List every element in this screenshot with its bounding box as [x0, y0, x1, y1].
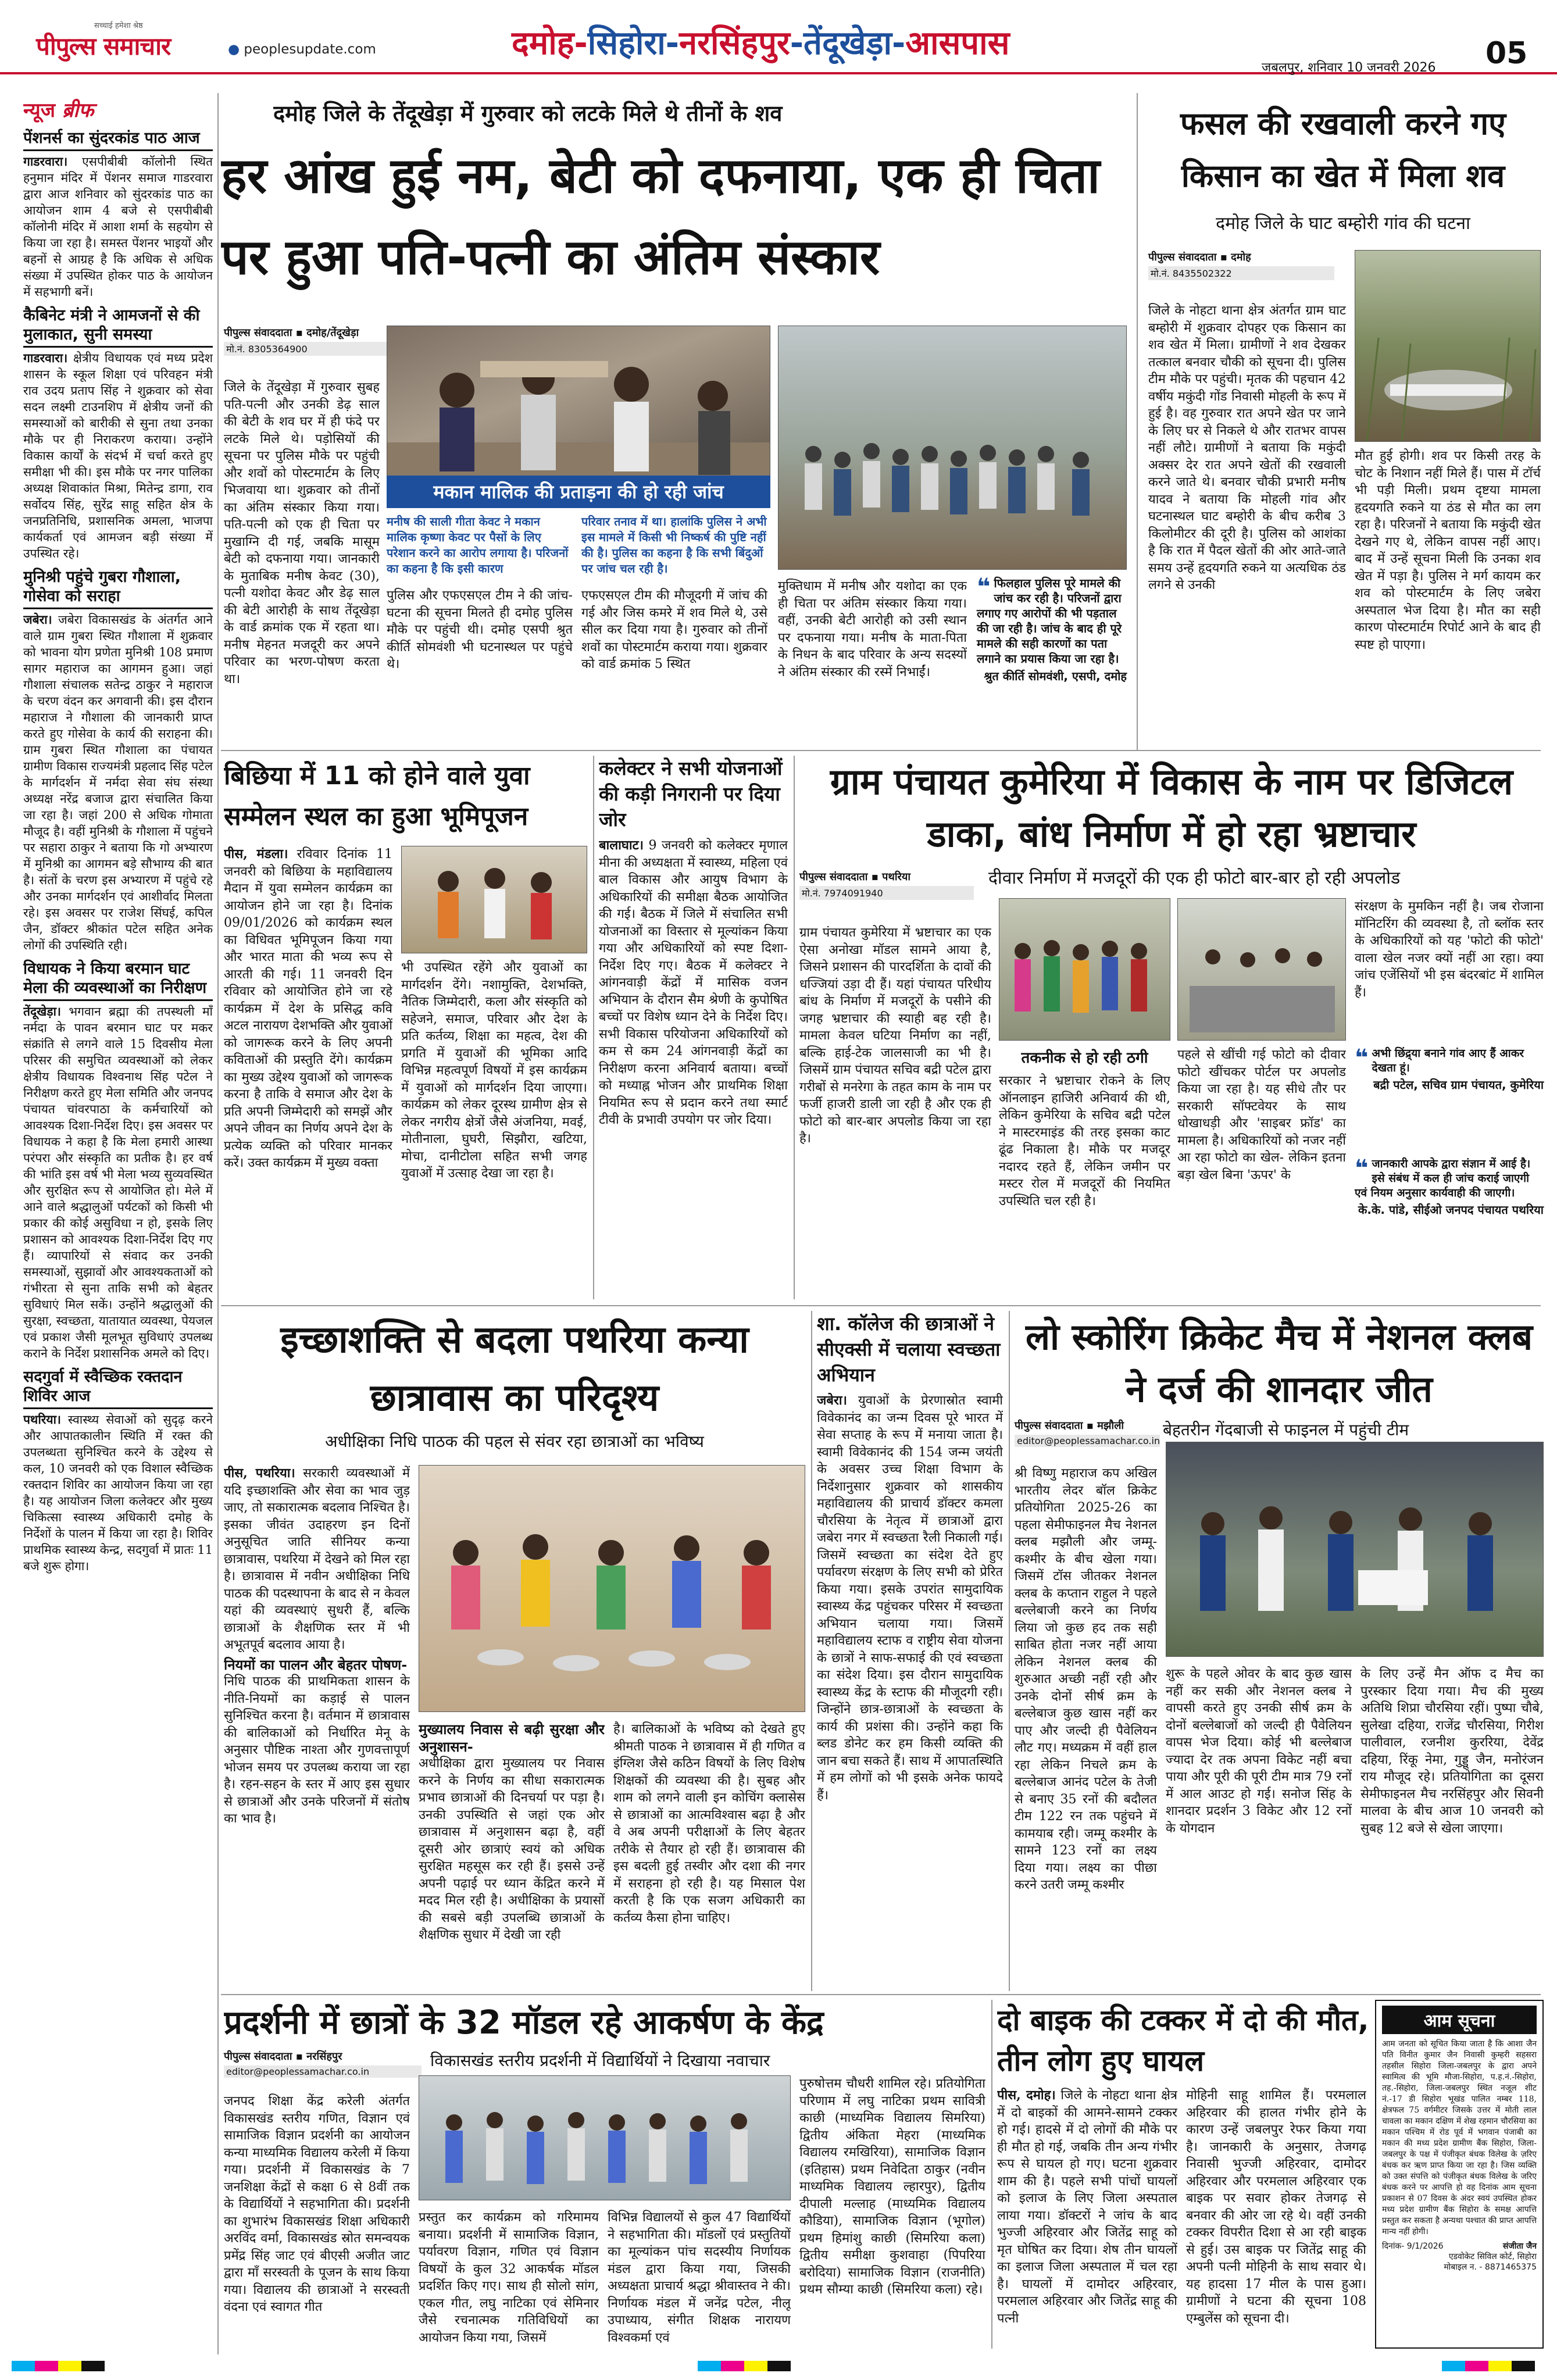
logo[interactable]: [36, 23, 234, 64]
collector-body: [599, 837, 788, 1299]
cricket-col1: श्री विष्णु महाराज कप अखिल भारतीय लेदर बॉल क्रिकेट प्रतियोगिता 2025-26 का पहला सेमीफाइनल मैच नेशनल क्लब मझौली और जम्मू-कश्मीर के बीच खेला गया। जिसमें टॉस जीतकर नेशनल क्लब के कप्तान राहुल ने पहले बल्लेबाजी करने का निर्णय लिया जो कुछ हद तक सही साबित होता नजर नहीं आया लेकिन नेशनल क्लब की शुरुआत अच्छी नहीं रही और उनके दोनों सीर्ष क्रम के बल्लेबाज कुछ खास नहीं कर पाए और जल्दी ही पैवेलियन लौट गए। मध्यक्रम में वहीं हाल रहा लेकिन निचले क्रम के बल्लेबाज आनंद पटेल के तेजी से बनाए 35 रनों की बदौलत टीम 122 रन तक पहुंचने में कामयाब रही। जम्मू कश्मीर के सामने 123 रनों का लक्ष्य दिया गया। लक्ष्य का पीछा करने उतरी जम्मू कश्मीर: [1015, 1466, 1157, 1892]
accident-col2: मोहिनी साहू शामिल हैं। परमलाल अहिरवार की हालत गंभीर होने के कारण उन्हें जबलपुर रेफर किया गया है। जानकारी के अनुसार, तेजगढ़ निवासी भुज्जी अहिरवार, दामोदर अहिरवार और परमलाल अहिरवार एक बाइक पर सवार होकर तेजगढ़ से बनवार की ओर जा रहे थे। वहीं उनकी टक्कर विपरीत दिशा से आ रही बाइक से हुई। उस बाइक पर जितेंद्र साहू की अपनी पत्नी मोहिनी के साथ सवार थे। यह हादसा 17 मील के पास हुआ। ग्रामीणों ने घटना की सूचना 108 एम्बुलेंस को सूचना दी।: [1186, 2088, 1366, 2326]
globe-icon: ●: [228, 42, 240, 57]
byline-place: मझौली: [1097, 1420, 1124, 1432]
brief-headline: सदगुर्वा में स्वैच्छिक रक्तदान शिविर आज: [23, 1367, 213, 1409]
hostel-col3: है। बालिकाओं के भविष्य को देखते हुए श्रीमती पाठक ने छात्रावास में ही गणित व इंग्लिश जैसे कठिन विषयों के लिए विशेष शिक्षकों की व्यवस्था की है। सुबह और शाम को लगने वाली इन कोचिंग क्लासेस से छात्राओं का आत्मविश्वास बढ़ा है और वे अब अपनी परीक्षाओं के लिए बेहतर तरीके से तैयार हो रही हैं। छात्रावास की इस बदली हुई तस्वीर और दशा की नगर में सराहना हो रही है। यह मिसाल पेश करती है कि एक सजग अधिकारी का कर्तव्य कैसा होना चाहिए।: [613, 1722, 805, 1925]
brief-body: एसपीबीबी कॉलोनी स्थित हनुमान मंदिर में पेंशनर समाज गाडरवारा द्वारा आज शनिवार को सुंदरकांड पाठ का आयोजन शाम 4 बजे से एसपीबीबी कॉलोनी मंदिर में आशा शर्मा के सहयोग से किया जा रहा है। समस्त पेंशनर भाइयों और बहनों से आग्रह है कि अधिक से अधिक संख्या में उपस्थित होकर पाठ के आयोजन में सहभागी बनें।: [23, 155, 213, 299]
bichhiya-photo: [401, 846, 587, 953]
hostel-photo: [419, 1465, 805, 1712]
kumeriya-quote-2-by: के.के. पांडे, सीईओ जनपद पंचायत पथरिया: [1358, 1203, 1544, 1217]
construction-site-image: [1178, 899, 1346, 1041]
brief-item: [23, 306, 213, 562]
brief-lead: गाडरवारा।: [23, 154, 68, 169]
kumeriya-quote-1-by: बद्री पटेल, सचिव ग्राम पंचायत, कुमेरिया: [1373, 1078, 1544, 1092]
brief-text: [23, 1411, 213, 1574]
cricket-col3: के लिए उन्हें मैन ऑफ द मैच का पुरस्कार दिया गया। मैच की मुख्य अतिथि शिप्रा चौरसिया रहीं। पुष्पा चौबे, सुलेखा दहिया, राजेंद्र चौरसिया, गिरीश पालीवाल, रजनीश कुररिया, देवेंद्र दहिया, रिंकू नेमा, गुड्डू जैन, मनोरंजन राय मौजूद रहे। प्रतियोगिता का दूसरा सेमीफाइनल मैच नरसिंहपुर और सिवनी मालवा के बीच आज 10 जनवरी को सुबह 12 बजे से खेला जाएगा।: [1360, 1667, 1544, 1836]
kumeriya-photo-1: [999, 898, 1170, 1041]
girls-eating-image: [419, 1466, 805, 1712]
hostel-col2-subhead: मुख्यालय निवास से बढ़ी सुरक्षा और अनुशासन-: [419, 1721, 605, 1755]
kumeriya-col3: पहले से खींची गई फोटो को दीवार फोटो खींचकर पोर्टल पर अपलोड किया जा रहा है। यह सीधे तौर पर सरकारी सॉफ्टवेयर के साथ धोखाधड़ी और 'साइबर फ्रॉड' का मामला है। अधिकारियों को नजर नहीं आ रहा फोटो का खेल- लेकिन इतना बड़ा खेल बिना 'ऊपर' के: [1177, 1048, 1346, 1182]
kumeriya-photo-caption: तकनीक से हो रही ठगी: [1021, 1049, 1148, 1067]
farmer-photo: [1355, 250, 1541, 442]
hostel-col1b-text: निधि पाठक की प्राथमिकता शासन के नीति-नियमों का कड़ाई से पालन सुनिश्चित करना है। वर्तमान में छात्रावास की बालिकाओं को निर्धारित मेनू के अनुसार पौष्टिक नाश्ता और गुणवत्तापूर्ण भोजन समय पर उपलब्ध कराया जा रहा है। रहन-सहन के स्तर में आए इस सुधार से छात्राओं और उनके परिजनों में संतोष का भाव है।: [224, 1674, 410, 1826]
exhibition-col1: जनपद शिक्षा केंद्र करेली अंतर्गत विकासखंड स्तरीय गणित, विज्ञान एवं सामाजिक विज्ञान प्रदर्शनी का आयोजन कन्या माध्यमिक विद्यालय करेली में किया गया। प्रदर्शनी में विकासखंड के 7 जनशिक्षा केंद्रों से कक्षा 6 से 8वीं तक के विद्यार्थियों ने सहभागिता की। प्रदर्शनी का शुभारंभ विकासखंड शिक्षा अधिकारी अरविंद वर्मा, विकासखंड स्रोत समन्वयक प्रमेंद्र सिंह जाट एवं बीएसी अजीत जाट द्वारा माँ सरस्वती के पूजन के साथ किया गया। विद्यालय की छात्राओं ने सरस्वती वंदना एवं स्वागत गीत: [224, 2094, 410, 2314]
public-notice-title: आम सूचना: [1382, 2006, 1537, 2034]
section-title-part: -: [790, 24, 804, 62]
hostel-col1-text: सरकारी व्यवस्थाओं में यदि इच्छाशक्ति और सेवा का भाव जुड़ जाए, तो सकारात्मक बदलाव निश्चित है। इसका जीवंत उदाहरण इन दिनों अनुसूचित जाति सीनियर कन्या छात्रावास, पथरिया में देखने को मिल रहा है। छात्रावास में नवीन अधीक्षिका निधि पाठक की पदस्थापना के बाद से न केवल यहां की व्यवस्थाएं सुधरी हैं, बल्कि छात्राओं के शैक्षणिक स्तर में भी अभूतपूर्व बदलाव आया है।: [224, 1466, 410, 1652]
farmer-col2: मौत हुई होगी। शव पर किसी तरह के चोट के निशान नहीं मिले हैं। पास में टॉर्च भी पड़ी मिली। प्रथम दृष्टया मामला हृदयगति रुकने या ठंड से मौत का लग रहा है। परिजनों ने बताया कि मकुंदी खेत देखने गए थे, लेकिन वापस नहीं आए। बाद में उन्हें सूचना मिली कि उनका शव खेत में पड़ा है। पुलिस ने मर्ग कायम कर शव को पोस्टमार्टम के लिए जबेरा अस्पताल भेज दिया है। मौत का सही कारण पोस्टमार्टम रिपोर्ट आने के बाद ही स्पष्ट हो पाएगा।: [1355, 449, 1541, 652]
village-group-image: [999, 899, 1170, 1041]
cleanliness-headline: शा. कॉलेज की छात्राओं ने सीएक्सी में चलाया स्वच्छता अभियान: [817, 1313, 1001, 1386]
section-title-part: -: [891, 24, 906, 62]
color-registration-marks: [0, 2357, 1557, 2375]
kumeriya-photo-2: [1177, 898, 1346, 1041]
brief-body: स्वास्थ्य सेवाओं को सुदृढ़ करने और आपातकालीन स्थिति में रक्त की उपलब्धता सुनिश्चित करने के उद्देश्य से कल, 10 जनवरी को एक विशाल स्वैच्छिक रक्तदान शिविर का आयोजन किया जा रहा है। यह आयोजन जिला कलेक्टर और मुख्य चिकित्सा स्वास्थ्य अधिकारी दमोह के निर्देशों के पालन में किया जा रहा है। शिविर प्राथमिक स्वास्थ्य केन्द्र, सदगुर्वा में प्रातः 11 बजे शुरू होगा।: [23, 1413, 213, 1573]
brief-body: भगवान ब्रह्मा की तपस्थली माँ नर्मदा के पावन बरमान घाट पर मकर संक्रांति से लगने वाले 15 दिवसीय मेला परिसर की समुचित व्यवस्थाओं को लेकर क्षेत्रीय विधायक विश्वनाथ सिंह पटेल ने निरीक्षण करते हुए मेला समिति और जनपद पंचायत चांवरपाठा के कर्मचारियों को आवश्यक दिशा-निर्देश दिए। इस अवसर पर विधायक ने कहा है कि मेला हमारी आस्था परंपरा और संस्कृति का प्रतीक है। हर वर्ष की भांति इस वर्ष भी मेला भव्य सुव्यवस्थित और सुरक्षित रूप से आयोजित हो। मेले में आने वाले श्रद्धालुओं पर्यटकों को किसी भी प्रकार की कोई असुविधा न हो, इसके लिए प्रशासन को आवश्यक दिशा-निर्देश दिए गए हैं। व्यापारियों से संवाद कर उनकी समस्याओं, सुझावों और आवश्यकताओं को गंभीरता से सुना ताकि सभी को बेहतर सुविधाएं मिल सकें। उन्होंने श्रद्धालुओं की सुरक्षा, स्वच्छता, यातायात व्यवस्था, पेयजल एवं प्रकाश जैसी मूलभूत सुविधाएं उपलब्ध कराने के निर्देश प्रशासनिक अमले को दिए।: [23, 1005, 213, 1360]
exhibition-sub: विकासखंड स्तरीय प्रदर्शनी में विद्यार्थियों ने दिखाया नवाचार: [430, 2051, 770, 2070]
lead-col2: पुलिस और एफएसएल टीम ने की जांच- घटना की सूचना मिलते ही दमोह पुलिस मौके पर पहुंची थी। दमोह एसपी श्रुत कीर्ति सोमवंशी भी घटनास्थल पर पहुंचे थे।: [387, 588, 573, 671]
website-text: peoplesupdate.com: [244, 42, 376, 57]
section-title-part: आसपास: [905, 24, 1010, 62]
kumeriya-col2: सरकार ने भ्रष्टाचार रोकने के लिए ऑनलाइन हाजिरी अनिवार्य की थी, लेकिन कुमेरिया के सचिव बद्री पटेल ने मास्टरमाइंड की तरह इसका काट ढूंढ निकाला है। मौके पर मजदूर नदारद रहते हैं, लेकिन जमीन पर मस्टर रोल में मजदूरों की नियमित उपस्थिति चल रही है।: [999, 1074, 1170, 1209]
brief-headline: विधायक ने किया बरमान घाट मेला की व्यवस्थाओं का निरीक्षण: [23, 959, 213, 1001]
byline-name: पीपुल्स संवाददाता: [799, 871, 868, 883]
quote-icon: ❝: [977, 574, 991, 601]
byline-name: पीपुल्स संवाददाता: [224, 327, 292, 339]
lead-kicker: दमोह जिले के तेंदूखेड़ा में गुरुवार को लटके मिले थे तीनों के शव: [273, 101, 783, 126]
farmer-sub: दमोह जिले के घाट बम्होरी गांव की घटना: [1216, 213, 1470, 234]
kumeriya-byline: पीपुल्स संवाददाता ▪ पथरिया मो.नं. 7974091940: [799, 870, 974, 900]
news-brief-label-news: न्यूज: [23, 99, 55, 122]
section-title-part: सिहोरा: [587, 24, 666, 62]
row-divider: [221, 1994, 1541, 1995]
lead-quote-text: फिलहाल पुलिस पूरे मामले की जांच कर रही है। परिजनों द्वारा लगाए गए आरोपों की भी पड़ताल की जा रही है। जांच के बाद ही पूरे मामले की सही कारणों का पता लगाने का प्रयास किया जा रहा है।: [977, 576, 1122, 666]
public-notice-box: [1375, 2000, 1544, 2349]
lead-photo-2: [778, 326, 1127, 570]
cricket-col2: शुरू के पहले ओवर के बाद कुछ खास नहीं कर सकी और नेशनल क्लब ने वापसी करते हुए उनकी सीर्ष क्रम के दोनों बल्लेबाजों को जल्दी ही पैवेलियन वापस भेज दिया। कोई भी बल्लेबाज ज्यादा देर तक अपना विकेट नहीं बचा पाया और पूरी की पूरी टीम मात्र 79 रनों में आल आउट हो गई। सनोज सिंह के शानदार प्रदर्शन 3 विकेट और 12 रनों के योगदान: [1166, 1667, 1352, 1836]
hostel-col2: [419, 1721, 605, 1988]
column-divider: [991, 2000, 992, 2349]
lead-col4: मुक्तिधाम में मनीष और यशोदा का एक ही चिता पर अंतिम संस्कार किया गया। वहीं, उनकी बेटी आरोही को उसी स्थान पर दफनाया गया। मनीष के माता-पिता के निधन के बाद परिवार के अन्य सदस्यों ने अंतिम संस्कार की रस्में निभाईं।: [778, 579, 967, 680]
cricket-photo: [1166, 1442, 1544, 1657]
dateline: जबलपुर, शनिवार 10 जनवरी 2026: [1262, 60, 1436, 75]
byline-place: दमोह: [1231, 251, 1251, 263]
cricket-headline: लो स्कोरिंग क्रिकेट मैच में नेशनल क्लब ने दर्ज की शानदार जीत: [1025, 1316, 1533, 1410]
row-divider: [221, 750, 1541, 751]
lead-quote: [977, 576, 1127, 684]
byline-place: दमोह/तेंदूखेड़ा: [306, 327, 359, 339]
public-notice-signer: संजीता जैन: [1502, 2242, 1537, 2251]
brief-lead: गाडरवारा।: [23, 351, 68, 365]
accident-col1-text: जिले के नोहटा थाना क्षेत्र में दो बाइकों की आमने-सामने टक्कर हो गई। हादसे में दो लोगों की मौके पर ही मौत हो गई, जबकि तीन अन्य गंभीर रूप से घायल हो गए। घटना शुक्रवार शाम की है। पहले सभी पांचों घायलों को इलाज के लिए जिला अस्पताल लाया गया। डॉक्टरों ने जांच के बाद भुज्जी अहिरवार और जितेंद्र साहू को मृत घोषित कर दिया। शेष तीन घायलों का इलाज जिला अस्पताल में चल रहा है। घायलों में दामोदर अहिरवार, परमलाल अहिरवार और जितेंद्र साहू की पत्नी: [997, 2088, 1177, 2326]
cleanliness-lead: जबेरा।: [817, 1393, 847, 1408]
byline-mobile: मो.नं. 8305364900: [224, 342, 387, 356]
brief-text: [23, 1003, 213, 1361]
page-number: 05: [1485, 36, 1528, 71]
kumeriya-col4: संरक्षण के मुमकिन नहीं है। जब रोजाना मॉनिटरिंग की व्यवस्था है, तो ब्लॉक स्तर के अधिकारियों को यह 'फोटो की फोटो' वाला खेल नजर क्यों नहीं आ रहा। क्या जांच एजेंसियों भी इस बंदरबांट में शामिल हैं।: [1355, 899, 1544, 1000]
public-notice-signer-role: एडवोकेट सिविल कोर्ट, सिहोरा: [1448, 2252, 1537, 2261]
kumeriya-quote-2-text: जानकारी आपके द्वारा संज्ञान में आई है। इसे संबंध में कल ही जांच कराई जाएगी एवं नियम अनुसार कार्यवाही की जाएगी।: [1355, 1157, 1531, 1199]
byline-mobile: मो.नं. 7974091940: [799, 886, 974, 900]
exhibition-col4: पुरुषोत्तम चौधरी शामिल रहे। प्रतियोगिता परिणाम में लघु नाटिका प्रथम सावित्री काछी (माध्यमिक विद्यालय सिमरिया) द्वितीय अंकिता मेहरा (माध्यमिक विद्यालय रमखिरिया), सामाजिक विज्ञान (इतिहास) प्रथम निवेदिता ठाकुर (नवीन माध्यमिक विद्यालय ल्हारपुर), द्वितीय दीपाली मल्लाह (माध्यमिक विद्यालय कौडिया), सामाजिक विज्ञान (भूगोल) प्रथम हिमांशु काछी (सिमरिया कला) द्वितीय समीक्षा कुशवाहा (पिपरिया बरोदिया) सामाजिक विज्ञान (राजनीति) प्रथम सौम्या काछी (सिमरिया कला) रहे।: [799, 2077, 985, 2297]
cleanliness-body: [817, 1392, 1003, 1988]
trophy-ceremony-image: [1166, 1442, 1544, 1657]
bhoomi-pujan-image: [402, 846, 587, 953]
exhibition-headline: प्रदर्शनी में छात्रों के 32 मॉडल रहे आकर्षण के केंद्र: [224, 2004, 824, 2042]
farmer-headline: फसल की रखवाली करने गए किसान का खेत में मिला शव: [1180, 105, 1506, 194]
accident-headline: दो बाइक की टक्कर में दो की मौत, तीन लोग हुए घायल: [997, 2003, 1369, 2078]
collector-headline: कलेक्टर ने सभी योजनाओं की कड़ी निगरानी पर दिया जोर: [599, 757, 783, 831]
news-brief-column: [23, 96, 213, 2352]
brief-lead: तेंदूखेड़ा।: [23, 1004, 61, 1019]
column-divider: [217, 93, 219, 2354]
kumeriya-quote-1: [1355, 1046, 1544, 1092]
column-divider: [1137, 93, 1138, 750]
lead-col1: जिले के तेंदूखेड़ा में गुरुवार सुबह पति-पत्नी और उनकी डेढ़ साल की बेटी के शव घर में ही फंदे पर लटके मिले थे। पड़ोसियों की सूचना पर पुलिस मौके पर पहुंची और शवों को पोस्टमार्टम के लिए भिजवाया था। शुक्रवार को तीनों का अंतिम संस्कार किया गया। पति-पत्नी को एक ही चिता पर मुखाग्नि दी गई, जबकि मासूम बेटी को दफनाया गया। जानकारी के मुताबिक मनीष केवट (30), पत्नी यशोदा केवट और डेढ़ साल की बेटी आरोही के साथ तेंदूखेड़ा के वार्ड क्रमांक एक में रहता था। मनीष मेहनत मजदूरी कर अपने परिवार का भरण-पोषण करता था।: [224, 380, 380, 687]
quote-icon: ❝: [1355, 1045, 1369, 1071]
exhibition-col3: विभिन्न विद्यालयों से कुल 47 विद्यार्थियों ने सहभागिता की। मॉडलों एवं प्रस्तुतियों का मूल्यांकन पांच सदस्यीय निर्णायक मंडल द्वारा किया गया, जिसकी अध्यक्षता प्राचार्य श्रद्धा श्रीवास्तव ने की। निर्णायक मंडल में जनेंद्र पटेल, नीलू उपाध्याय, संगीत शिक्षक नारायण विश्वकर्मा एवं: [608, 2210, 791, 2345]
exhibition-col2: प्रस्तुत कर कार्यक्रम को गरिमामय बनाया। प्रदर्शनी में सामाजिक विज्ञान, पर्यावरण विज्ञान, गणित एवं विज्ञान विषयों के कुल 32 आकर्षक मॉडल प्रदर्शित किए गए। साथ ही सोलो सांग, एकल गीत, लघु नाटिका एवं सेमिनार जैसे रचनात्मक गतिविधियों का आयोजन किया गया, जिसमें: [419, 2210, 599, 2345]
column-divider: [593, 756, 594, 1299]
brief-headline: पेंशनर्स का सुंदरकांड पाठ आज: [23, 128, 213, 151]
hostel-headline: इच्छाशक्ति से बदला पथरिया कन्या छात्रावास का परिदृश्य: [280, 1318, 749, 1420]
news-brief-label-brief: ब्रीफ: [62, 99, 94, 122]
bichhiya-col1-text: रविवार दिनांक 11 जनवरी को बिछिया के महाविद्यालय मैदान में युवा सम्मेलन कार्यक्रम का आयोजन होने जा रहा है। दिनांक 09/01/2026 को कार्यक्रम स्थल का विधिवत भूमिपूजन किया गया और भारत माता की भव्य रूप से आरती की गई। 11 जनवरी दिन रविवार को आयोजित होने जा रहे कार्यक्रम में देश के प्रसिद्ध कवि अटल नारायण देशभक्ति और युवाओं को जागरूक करने के लिए अपनी कविताओं की प्रस्तुति देंगे। कार्यक्रम का मुख्य उद्देश्य युवाओं को जागरूक करना है ताकि वे समाज और देश के प्रति अपनी जिम्मेदारी को समझें और अपने जीवन का निर्णय अपने देश के प्रत्येक व्यक्ति को परिवार मानकर करें। उक्त कार्यक्रम में मुख्य वक्ता: [224, 847, 392, 1170]
masthead: [0, 0, 1557, 74]
field-image: [1355, 251, 1541, 442]
accident-col1: [997, 2087, 1177, 2349]
row-divider: [221, 1305, 1541, 1306]
accident-lead: पीस, दमोह।: [997, 2088, 1056, 2103]
kumeriya-sub: दीवार निर्माण में मजदूरों की एक ही फोटो बार-बार हो रही अपलोड: [988, 868, 1401, 888]
bichhiya-col2: भी उपस्थित रहेंगे और युवाओं का मार्गदर्शन देंगे। नशामुक्ति, देशभक्ति, नैतिक जिम्मेदारी, कला और संस्कृति को सहेजने, समाज, परिवार और देश के प्रति कर्तव्य, शिक्षा का महत्व, देश की प्रगति में युवाओं की भूमिका आदि विभिन्न महत्वपूर्ण विषयों में इस कार्यक्रम में युवाओं को मार्गदर्शन दिया जाएगा। कार्यक्रम को लेकर दूरस्थ ग्रामीण क्षेत्र से लेकर नगरीय क्षेत्रों जैसे अंजनिया, मवई, मोतीनाला, घुघरी, सिझौरा, खटिया, मोचा, दानीटोला सहित सभी जगह युवाओं में उत्साह देखा जा रहा है।: [401, 960, 587, 1181]
quote-icon: ❝: [1355, 1155, 1369, 1182]
bichhiya-headline: बिछिया में 11 को होने वाले युवा सम्मेलन स्थल का हुआ भूमिपूजन: [224, 761, 530, 831]
lead-byline: पीपुल्स संवाददाता ▪ दमोह/तेंदूखेड़ा मो.नं. 8305364900: [224, 326, 387, 356]
exhibition-byline: पीपुल्स संवाददाता ▪ नरसिंहपुर editor@peoplessamachar.co.in: [224, 2049, 422, 2078]
registration-bar: [0, 2357, 1557, 2375]
students-group-image: [419, 2076, 791, 2200]
hostel-lead: पीस, पथरिया।: [224, 1466, 295, 1481]
byline-email[interactable]: editor@peoplessamachar.co.in: [1015, 1435, 1160, 1447]
kumeriya-quote-1-text: अभी छिंद्र्या बनाने गांव आए हैं आकर देखता हूं।: [1372, 1047, 1524, 1074]
byline-name: पीपुल्स संवाददाता: [1015, 1420, 1083, 1432]
hostel-col1-subhead: नियमों का पालन और बेहतर पोषण-: [224, 1656, 408, 1673]
lead-col2-caption: मनीष की साली गीता केवट ने मकान मालिक कृष्णा केवट पर पैसों के लिए परेशान करने का आरोप लगाया है। परिजनों का कहना है कि इसी कारण: [387, 514, 569, 576]
byline-place: पथरिया: [882, 871, 911, 883]
section-title-part: दमोह-: [512, 24, 588, 62]
brief-item: [23, 128, 213, 300]
brief-item: [23, 567, 213, 953]
section-title-part: नरसिंहपुर: [678, 24, 790, 62]
cricket-sub: बेहतरीन गेंदबाजी से फाइनल में पहुंची टीम: [1163, 1420, 1409, 1439]
brief-text: [23, 350, 213, 562]
farmer-col1: जिले के नोहटा थाना क्षेत्र अंतर्गत ग्राम घाट बम्होरी में शुक्रवार दोपहर एक किसान का शव खेत में मिला। ग्रामीणों ने शव देखकर तत्काल बनवार चौकी को सूचना दी। पुलिस टीम मौके पर पहुंची। मृतक की पहचान 42 वर्षीय मकुंदी गोंड निवासी मोहली के रूप में हुई है। वह गुरुवार रात अपने खेत पर जाने के लिए घर से निकले थे और रातभर वापस नहीं लौटे। ग्रामीणों ने बताया कि मकुंदी अक्सर देर रात अपने खेतों की रखवाली करने जाते थे। बनवार चौकी प्रभारी मनीष यादव ने बताया कि मोहली गांव और घटनास्थल घाट बम्होरी के बीच करीब 3 किलोमीटर की दूरी है। पुलिस को आशंका है कि रात में पैदल खेतों की ओर आते-जाते समय उन्हें हृदयगति रुकने या अत्यधिक ठंड लगने से उनकी: [1148, 303, 1346, 592]
farmer-byline: पीपुल्स संवाददाता ▪ दमोह मो.नं. 8435502322: [1148, 250, 1334, 280]
hostel-col2-text: अधीक्षिका द्वारा मुख्यालय पर निवास करने के निर्णय का सीधा सकारात्मक प्रभाव छात्राओं की दिनचर्या पर पड़ा है। उनकी उपस्थिति से जहां एक ओर छात्रावास में अनुशासन बढ़ा है, वहीं दूसरी ओर छात्राएं स्वयं को अधिक सुरक्षित महसूस कर रही हैं। इससे उन्हें अपनी पढ़ाई पर ध्यान केंद्रित करने में मदद मिल रही है। अधीक्षिका के प्रयासों की सबसे बड़ी उपलब्धि छात्राओं के शैक्षणिक सुधार में देखी जा रही: [419, 1756, 605, 1942]
bichhiya-lead: पीस, मंडला।: [224, 846, 288, 862]
lead-col3-caption: परिवार तनाव में था। हालांकि पुलिस ने अभी इस मामले में किसी भी निष्कर्ष की पुष्टि नहीं की है। पुलिस का कहना है कि सभी बिंदुओं पर जांच चल रही है।: [581, 514, 767, 576]
kumeriya-quote-2: [1355, 1157, 1544, 1217]
crowd-image: [779, 326, 1127, 570]
lead-photo-caption: मकान मालिक की प्रताड़ना की हो रही जांच: [387, 476, 770, 508]
funeral-procession-image: [387, 326, 770, 500]
news-brief-label: [23, 96, 213, 123]
collector-lead: बालाघाट।: [599, 838, 644, 853]
byline-email[interactable]: editor@peoplessamachar.co.in: [224, 2065, 422, 2078]
column-divider: [794, 756, 795, 1299]
lead-headline: हर आंख हुई नम, बेटी को दफनाया, एक ही चिता पर हुआ पति-पत्नी का अंतिम संस्कार: [221, 147, 1100, 285]
brief-headline: कैबिनेट मंत्री ने आमजनों से की मुलाकात, सुनी समस्या: [23, 306, 213, 348]
column-divider: [811, 1311, 812, 1991]
hostel-col1: [224, 1465, 410, 1988]
brief-body: क्षेत्रीय विधायक एवं मध्य प्रदेश शासन के स्कूल शिक्षा एवं परिवहन मंत्री राव उदय प्रताप सिंह ने शुक्रवार को सेवा सदन लक्ष्मी टाउनशिप में क्षेत्रीय जनों की समस्याओं को बारीकी से सुना तथा उनका मौके पर ही निराकरण कराया। उन्होंने विकास कार्यों के संदर्भ में चर्चा करते हुए समीक्षा भी की। इस मौके पर नगर पालिका अध्यक्ष शिवाकांत मिश्रा, मितेन्द्र डागा, राव सर्वोदय सिंह, सुरेंद्र साहू सहित क्षेत्र के जनप्रतिनिधि, प्रशासनिक अमला, भाजपा कार्यकर्ता एवं आमजन बड़ी संख्या में उपस्थित रहे।: [23, 351, 213, 560]
lead-photo-1: [387, 326, 770, 500]
byline-mobile: मो.नं. 8435502322: [1148, 266, 1334, 280]
cleanliness-text: युवाओं के प्रेरणास्रोत स्वामी विवेकानंद का जन्म दिवस पूरे भारत में सेवा सप्ताह के रूप में मनाया जाता है। स्वामी विवेकानंद की 154 जन्म जयंती के अवसर उच्च शिक्षा विभाग के निर्देशानुसार शुक्रवार को शासकीय महाविद्यालय की प्राचार्य डॉक्टर कमला चौरसिया के नेतृत्व में छात्राओं द्वारा जबेरा नगर में स्वच्छता रैली निकाली गई। जिसमें स्वच्छता का संदेश देते हुए पर्यावरण संरक्षण के लिए सभी को प्रेरित किया गया। इसके उपरांत सामुदायिक स्वास्थ्य केंद्र पहुंचकर परिसर में स्वच्छता अभियान चलाया गया। जिसमें महाविद्यालय स्टाफ व राष्ट्रीय सेवा योजना के छात्रों ने साफ-सफाई की एवं स्वच्छता का संदेश दिया। इस दौरान सामुदायिक स्वास्थ्य केंद्र के स्टाफ की मौजूदगी रही। जिन्होंने छात्र-छात्राओं के स्वच्छता के कार्य की प्रशंसा की। उन्होंने कहा कि ब्लड डोनेट कर हम किसी व्यक्ति की जान बचा सकते हैं। साथ में आपातस्थिति में हम लोगों को भी इसके अनेक फायदे हैं।: [817, 1393, 1003, 1803]
public-notice-footer: [1382, 2241, 1537, 2272]
bichhiya-col1: [224, 846, 392, 1299]
exhibition-photo: [419, 2075, 791, 2200]
brief-lead: पथरिया।: [23, 1412, 61, 1427]
cricket-byline: पीपुल्स संवाददाता ▪ मझौली editor@peoplessamachar.co.in: [1015, 1420, 1160, 1446]
logo-tagline: सच्चाई हमेशा श्रेष्ठ: [94, 22, 143, 30]
lead-col3: एफएसएल टीम की मौजूदगी में जांच की गई और जिस कमरे में शव मिले थे, उसे सील कर दिया गया है। गुरुवार को तीनों शवों का पोस्टमार्टम कराया गया। शुक्रवार को वार्ड क्रमांक 5 स्थित: [581, 588, 767, 671]
kumeriya-headline: ग्राम पंचायत कुमेरिया में विकास के नाम पर डिजिटल डाका, बांध निर्माण में हो रहा भ्रष्टाचार: [830, 760, 1513, 855]
public-notice-signer-mobile: मोबाइल न. - 8871465375: [1444, 2263, 1537, 2272]
brief-lead: जबेरा।: [23, 612, 52, 627]
byline-place: नरसिंहपुर: [306, 2050, 342, 2063]
public-notice-text: आम जनता को सूचित किया जाता है कि आशा जैन पति विनीत कुमार जैन निवासी कुम्हरी सहसरा तहसील सिहोरा जिला-जबलपुर के द्वारा अपने स्वामित्व की भूमि मौजा-सिहोरा, प.ह.नं.-सिहोरा, तह.-सिहोरा, जिला-जबलपुर स्थित नजूल शीट नं.-17 डी सिहोरा भूखंड पालित नम्बर 118, क्षेत्रफल 75 वर्गमीटर जिसके उत्तर में मोती लाल चावला का मकान दक्षिण में शेख रहमान चौरसिया का मकान पश्चिम में रोड पूर्व में भगवान पंजाबी का मकान की मध्य प्रदेश ग्रामीण बैंक सिहोरा, जिला-जबलपुर के पक्ष में पंजीकृत बंधक विलेख के ज़रिए बंधक कर ऋण प्राप्त किया जा रहा है। जिस व्यक्ति को उक्त संपत्ति को पंजीकृत बंधक विलेख के जरिए बंधक करने पर आपत्ति हो वह दिनांक आम सूचना प्रकाशन से 07 दिवस के अंदर स्वयं उपस्थित होकर मध्य प्रदेश ग्रामीण बैंक सिहोरा के समक्ष आपत्ति प्रस्तुत कर सकता है अन्यथा पश्चात की प्राप्त आपत्ति मान्य नहीं होगी।: [1382, 2039, 1537, 2236]
brief-body: जबेरा विकासखंड के अंतर्गत आने वाले ग्राम गुबरा स्थित गौशाला में शुक्रवार को भावना योग प्रणेता मुनिश्री 108 प्रमाण सागर महाराज का आगमन हुआ। जहां गौशाला संचालक सतेन्द्र ठाकुर ने महाराज के चरण वंदन कर अगवानी की। इस दौरान महाराज ने गौशाला की जानकारी प्राप्त करते हुए गोसेवा के कार्य की सराहना की। ग्राम गुबरा स्थित गौशाला का पंचायत ग्रामीण विकास राज्यमंत्री प्रहलाद सिंह पटेल के मार्गदर्शन में नर्मदा सेवा संघ संस्था अध्यक्ष नरेंद्र बजाज द्वारा संचालित किया जा रहा है। जहां 200 से अधिक गोमाता मौजूद है। वहीं मुनिश्री के गौशाला में पहुंचने पर सहारा ठाकुर ने बताया कि गो अभ्यारण में मुनिश्री का आगमन बड़े सौभाग्य की बात है। संतों के चरण इस अभ्यारण में पहुंचे रहे और उनका मार्गदर्शन एवं आशीर्वाद मिलता रहे। इस अवसर पर राजेश सिंघई, कपिल जैन, डॉक्टर श्रीकांत पटेल सहित अनेक लोगों की उपस्थिति रही।: [23, 613, 213, 952]
brief-headline: मुनिश्री पहुंचे गुबरा गौशाला, गोसेवा को सराहा: [23, 567, 213, 609]
logo-text: पीपुल्स समाचार: [36, 32, 171, 60]
brief-text: [23, 612, 213, 953]
brief-item: [23, 1367, 213, 1574]
byline-name: पीपुल्स संवाददाता: [224, 2050, 292, 2063]
brief-item: [23, 959, 213, 1361]
section-title-part: तेंदूखेड़ा: [804, 24, 892, 62]
byline-name: पीपुल्स संवाददाता: [1148, 251, 1217, 263]
collector-text: 9 जनवरी को कलेक्टर मृणाल मीना की अध्यक्षता में स्वास्थ्य, महिला एवं बाल विकास और आयुष विभाग के अधिकारियों की समीक्षा बैठक आयोजित की गई। बैठक में जिले में संचालित सभी योजनाओं का विस्तार से मूल्यांकन किया गया और अधिकारियों को स्पष्ट दिशा-निर्देश दिए गए। बैठक में कलेक्टर ने आंगनवाड़ी केंद्रों में मासिक वजन अभियान के दौरान सैम श्रेणी के कुपोषित बच्चों पर विशेष ध्यान देने के निर्देश दिए। सभी विकास परियोजना अधिकारियों को कम से कम 24 आंगनवाड़ी केंद्रों का निरीक्षण करना अनिवार्य बताया। बच्चों को मध्याह्न भोजन और प्राथमिक शिक्षा नियमित रूप से प्रदान करने तथा स्मार्ट टीवी के प्रभावी उपयोग पर जोर दिया।: [599, 838, 788, 1127]
website-link[interactable]: [228, 42, 376, 57]
hostel-sub: अधीक्षिका निधि पाठक की पहल से संवर रहा छात्राओं का भविष्य: [325, 1432, 704, 1451]
column-divider: [1009, 1311, 1010, 1991]
kumeriya-col1: ग्राम पंचायत कुमेरिया में भ्रष्टाचार का एक ऐसा अनोखा मॉडल सामने आया है, जिसने प्रशासन की पारदर्शिता के दावों की धज्जियां उड़ा दी हैं। यहां पंचायत परिधीय बांध के निर्माण में मजदूरों के पसीने की जगह भ्रष्टाचार की स्याही बह रही है। मामला केवल घटिया निर्माण का नहीं, बल्कि हाई-टेक जालसाजी का भी है। जिसमें ग्राम पंचायत सचिव बद्री पटेल द्वारा गरीबों से मनरेगा के तहत काम के नाम पर फर्जी हाजरी डाली जा रही है और एक ही फोटो को बार-बार अपलोड किया जा रहा है।: [799, 925, 991, 1146]
section-title: [512, 26, 1009, 61]
brief-text: [23, 153, 213, 300]
section-title-part: -: [665, 24, 679, 62]
public-notice-date: दिनांक- 9/1/2026: [1382, 2242, 1444, 2251]
lead-quote-by: श्रुत कीर्ति सोमवंशी, एसपी, दमोह: [984, 669, 1127, 683]
